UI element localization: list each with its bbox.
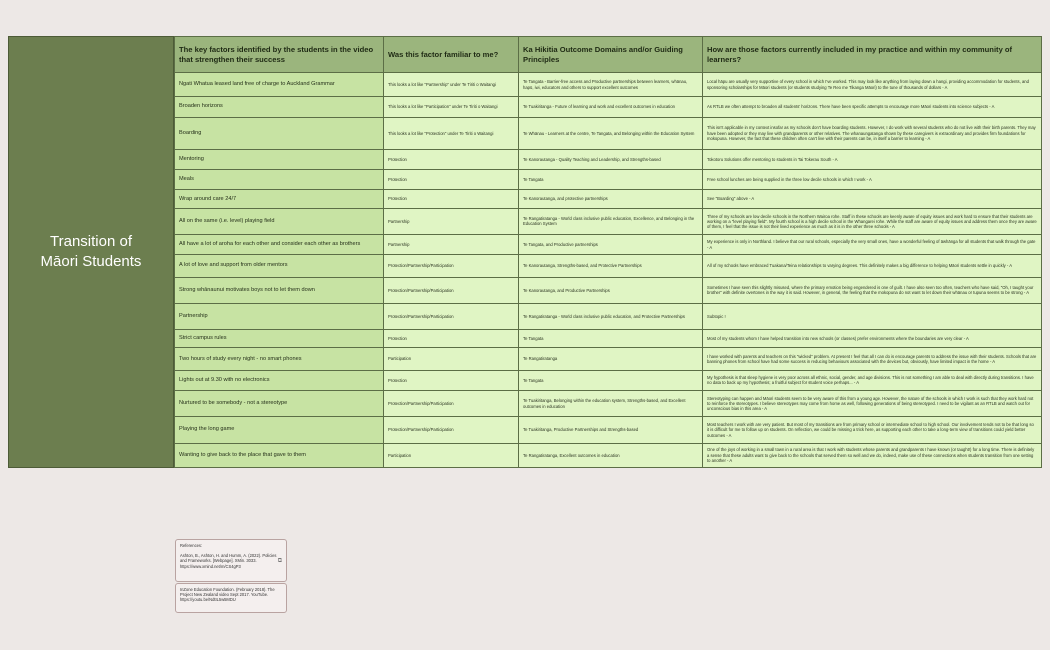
factor-cell[interactable]: Ngati Whatua leased land free of charge to Auckland Grammar [175, 73, 384, 97]
practice-cell[interactable]: As RTLB we often attempt to broaden all students' horizons. There have been specific attempts to encourage more Māori students into science subjects - A [703, 97, 1042, 117]
familiar-cell[interactable]: Participation [384, 348, 519, 370]
reference-text: InZone Education Foundation. (February 2018). The Project New Zealand video Sept 2017. YouTube. https://youtu.be/NdtIL5w5MDU [180, 587, 275, 603]
table-row [175, 255, 1042, 277]
table-row [175, 170, 1042, 190]
practice-cell[interactable]: Most of my students whom I have helped transition into new schools (or classes) prefer environments where the boundaries are very clear - A [703, 330, 1042, 348]
factor-cell[interactable]: Mentoring [175, 149, 384, 169]
factor-cell[interactable]: Boarding [175, 117, 384, 149]
factor-cell[interactable]: Strong whānaunui motivates boys not to let them down [175, 277, 384, 303]
external-link-icon[interactable]: ⧉ [277, 558, 282, 564]
factor-cell[interactable]: Strict campus rules [175, 330, 384, 348]
factor-cell[interactable]: Broaden horizons [175, 97, 384, 117]
table-row [175, 190, 1042, 208]
practice-cell[interactable]: My hypothesis is that sleep hygiene is very poor across all ethnic, social, gender, and age divisions. This is not something I am able to deal with directly during transitions. I have no data to back up my hypothesis; a fruitful subject for student voice perhaps... - A [703, 370, 1042, 390]
domain-cell[interactable]: Te Kanorautanga, and protective partnerships [519, 190, 703, 208]
reference-text: Ashton, B., Ashton, H. and Humm, A. (2022). Policies and Frameworks. [Webpage]. XMin. 3033. https://www.xmind.net/m/CS4gP3 [180, 553, 277, 569]
practice-cell[interactable]: All of my schools have embraced Tuakana/Teina relationships to varying degrees. This definitely makes a big difference to helping Māori students settle in quickly - A [703, 255, 1042, 277]
factor-cell[interactable]: All on the same (i.e. level) playing field [175, 208, 384, 234]
domain-cell[interactable]: Te Kanorautanga, and Productive Partnerships [519, 277, 703, 303]
domain-cell[interactable]: Te Rangatiratanga - World class inclusive public education, and Protective Partnerships [519, 303, 703, 329]
table-header-row [175, 37, 1042, 73]
references-heading: References: [180, 543, 203, 548]
table-row [175, 348, 1042, 370]
familiar-cell[interactable]: This looks a lot like "Participation" under Te Tiriti o Waitangi [384, 97, 519, 117]
domain-cell[interactable]: Te Kanorautanga, Strengths-based, and Protective Partnerships [519, 255, 703, 277]
practice-cell[interactable]: Sometimes I have seen this slightly misused, where the primary emotion being engendered is one of guilt. I have also seen too often, teachers who have said, "Oh, I taught your brother" with definite overtones in the way it is said. However, in general, the feeling that the mokopuna do not want to let down their whānau or tupuna seems to be strong - A [703, 277, 1042, 303]
domain-cell[interactable]: Te Tuakiritanga, Belonging within the education system, Strengths-based, and Excellent outcomes in education [519, 390, 703, 416]
domain-cell[interactable]: Te Tangata [519, 370, 703, 390]
header-practice[interactable]: How are those factors currently included in my practice and within my community of learners? [703, 37, 1042, 73]
practice-cell[interactable]: Most teachers I work with are very patient. But most of my transitions are from primary school or intermediate school to high school. Our involvement tends not to be that long so it is difficult for me to follow up on students. On reflection, we could be missing a trick here, as supporting each other to take a long-term view of transitions could yield better outcomes - A [703, 417, 1042, 443]
practice-cell[interactable]: Three of my schools are low decile schools in the Northern Wairoa rohe. Staff in these schools are keenly aware of equity issues and work hard to ensure that their students are working on a "level playing field". My fourth school is a high decile school in the Whangarei rohe. While the staff are aware of equity issues and address them once they are aware of them, I feel that the issue is not their lived experience as much as it is in the other three schools - A [703, 208, 1042, 234]
familiar-cell[interactable]: This looks a lot like "Partnership" under Te Tiriti o Waitangi [384, 73, 519, 97]
table-row [175, 330, 1042, 348]
factor-cell[interactable]: Partnership [175, 303, 384, 329]
familiar-cell[interactable]: Protection [384, 190, 519, 208]
practice-cell[interactable]: Stereotyping can happen and Māori students seem to be very aware of this from a young age. However, the nature of the schools in which I work is such that they work hard not to reinforce the stereotypes. I believe stereotypes may come from home as well, following generations of being stereotyped. I need to be vigilant as an RTLB and watch out for unconscious bias in this area - A [703, 390, 1042, 416]
central-topic-title[interactable]: Transition of Māori Students [8, 36, 174, 468]
familiar-cell[interactable]: Protection/Partnership/Participation [384, 303, 519, 329]
familiar-cell[interactable]: Participation [384, 443, 519, 467]
factors-table [174, 36, 1042, 468]
familiar-cell[interactable]: Partnership [384, 208, 519, 234]
table-row [175, 73, 1042, 97]
mindmap-board [8, 36, 1042, 468]
reference-card[interactable] [175, 583, 287, 613]
table-row [175, 370, 1042, 390]
practice-cell[interactable]: Subtopic ! [703, 303, 1042, 329]
header-key-factors[interactable]: The key factors identified by the students in the video that strengthen their success [175, 37, 384, 73]
reference-card[interactable] [175, 539, 287, 582]
familiar-cell[interactable]: Protection [384, 170, 519, 190]
domain-cell[interactable]: Te Tangata [519, 330, 703, 348]
table-row [175, 390, 1042, 416]
header-ka-hikitia[interactable]: Ka Hikitia Outcome Domains and/or Guiding Principles [519, 37, 703, 73]
familiar-cell[interactable]: Protection [384, 149, 519, 169]
domain-cell[interactable]: Te Rangatiratanga - World class inclusive public education, Excellence, and Belonging in the Education System [519, 208, 703, 234]
header-familiar[interactable]: Was this factor familiar to me? [384, 37, 519, 73]
domain-cell[interactable]: Te Tangata, and Productive partnerships [519, 235, 703, 255]
table-row [175, 117, 1042, 149]
practice-cell[interactable]: Free school lunches are being supplied in the three low decile schools in which I work - A [703, 170, 1042, 190]
practice-cell[interactable]: Tokotoru Solutions offer mentoring to students in Tai Tokerau South - A [703, 149, 1042, 169]
table-row [175, 277, 1042, 303]
table-row [175, 208, 1042, 234]
practice-cell[interactable]: See "Boarding" above - A [703, 190, 1042, 208]
familiar-cell[interactable]: Protection/Partnership/Participation [384, 390, 519, 416]
familiar-cell[interactable]: This looks a lot like "Protection" under Te Tiriti o Waitangi [384, 117, 519, 149]
table-row [175, 97, 1042, 117]
factor-cell[interactable]: Meals [175, 170, 384, 190]
practice-cell[interactable]: One of the joys of working in a small town in a rural area is that I work with students whose parents and grandparents I have known (or taught!) for a long time. There is definitely a sense that these adults want to give back to the schools that served them so well and we do, indeed, make use of these connections when students transition from one setting to another - A [703, 443, 1042, 467]
factor-cell[interactable]: Lights out at 9.30 with no electronics [175, 370, 384, 390]
familiar-cell[interactable]: Protection [384, 370, 519, 390]
factor-cell[interactable]: Wrap around care 24/7 [175, 190, 384, 208]
domain-cell[interactable]: Te Kanorautanga - Quality Teaching and Leadership, and Strengths-based [519, 149, 703, 169]
domain-cell[interactable]: Te Tangata - Barrier-free access and Productive partnerships between learners, whānau, hapū, iwi, educators and others to support excellent outcomes [519, 73, 703, 97]
domain-cell[interactable]: Te Tuakiritanga, Productive Partnerships and Strengths-based [519, 417, 703, 443]
domain-cell[interactable]: Te Tuakiritanga - Future of learning and work and excellent outcomes in education [519, 97, 703, 117]
table-body [175, 73, 1042, 468]
table-row [175, 149, 1042, 169]
familiar-cell[interactable]: Protection/Partnership/Participation [384, 277, 519, 303]
references-panel [175, 539, 287, 614]
table-row [175, 443, 1042, 467]
familiar-cell[interactable]: Protection/Partnership/Participation [384, 255, 519, 277]
factor-cell[interactable]: Playing the long game [175, 417, 384, 443]
practice-cell[interactable]: Local hāpu are usually very supportive of every school in which I've worked. This may look like anything from laying down a hangi, providing accommodation for students, and sponsoring scholarships for Māori students (or students studying Te Reo me Tikanga Māori) to the tune of thousands of dollars - A [703, 73, 1042, 97]
domain-cell[interactable]: Te Rangatiratanga [519, 348, 703, 370]
table-row [175, 417, 1042, 443]
factor-cell[interactable]: Nurtured to be somebody - not a stereotype [175, 390, 384, 416]
table-row [175, 235, 1042, 255]
familiar-cell[interactable]: Protection/Partnership/Participation [384, 417, 519, 443]
familiar-cell[interactable]: Partnership [384, 235, 519, 255]
domain-cell[interactable]: Te Rangatiratanga, Excellent outcomes in education [519, 443, 703, 467]
practice-cell[interactable]: My experience is only in Northland. I believe that our rural schools, especially the very small ones, have a wonderful feeling of āwhānga for all students that walk through the gate - A [703, 235, 1042, 255]
practice-cell[interactable]: This isn't applicable in my context insofar as my schools don't have boarding students. However, I do work with several students who do not live with their birth parents. They may have been adopted or they may live with grandparents or other relatives. The whanaungatanga shown by these caregivers is extraordinary and provides firm foundations for mokopuna. However, the fact that these children often can't live with their parents can be, in itself a barrier to learning - A [703, 117, 1042, 149]
domain-cell[interactable]: Te Tangata [519, 170, 703, 190]
factor-cell[interactable]: Two hours of study every night - no smart phones [175, 348, 384, 370]
factor-cell[interactable]: A lot of love and support from older mentors [175, 255, 384, 277]
factor-cell[interactable]: All have a lot of aroha for each other and consider each other as brothers [175, 235, 384, 255]
table-row [175, 303, 1042, 329]
domain-cell[interactable]: Te Whānau - Learners at the centre, Te Tangata, and Belonging within the Education System [519, 117, 703, 149]
practice-cell[interactable]: I have worked with parents and teachers on this "wicked" problem. At present I feel that all I can do is encourage parents to address the issue with their students. Schools that are banning phones from school have had some success in reducing behaviours associated with the devices but, obviously, have limited impact in the home - A [703, 348, 1042, 370]
familiar-cell[interactable]: Protection [384, 330, 519, 348]
factor-cell[interactable]: Wanting to give back to the place that gave to them [175, 443, 384, 467]
